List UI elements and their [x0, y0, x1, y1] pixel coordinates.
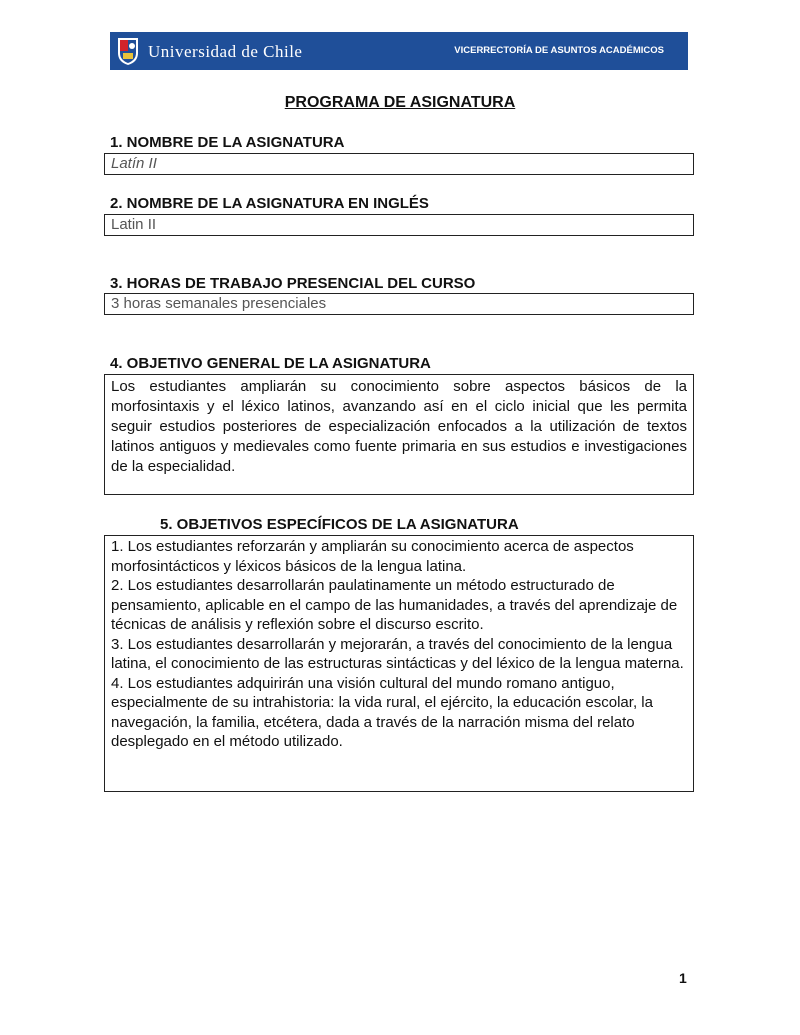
general-objective-text: Los estudiantes ampliarán su conocimiento sobre aspectos básicos de la morfosintaxis y el léxico latinos, avanzando así en el ciclo inicial que les permita seguir estudios posteriores de especialización enfocados a la utilización de textos latinos antiguos y medievales como fuente primaria en sus estudios e investigaciones de la especialidad.: [111, 378, 687, 475]
section-heading-3: 3. HORAS DE TRABAJO PRESENCIAL DEL CURSO: [110, 275, 476, 292]
university-crest-icon: [117, 36, 139, 66]
page-number: 1: [679, 970, 687, 986]
specific-objectives-box: [104, 535, 694, 792]
header-banner: [110, 32, 688, 70]
hours-box: [104, 293, 694, 315]
university-name: Universidad de Chile: [148, 42, 303, 61]
course-name-value: Latín II: [111, 155, 157, 172]
section-heading-1: 1. NOMBRE DE LA ASIGNATURA: [110, 134, 345, 151]
section-heading-5: 5. OBJETIVOS ESPECÍFICOS DE LA ASIGNATURA: [160, 516, 519, 533]
section-heading-4: 4. OBJETIVO GENERAL DE LA ASIGNATURA: [110, 355, 431, 372]
vicerrectoria-name: VICERRECTORÍA DE ASUNTOS ACADÉMICOS: [454, 45, 664, 56]
section-heading-2: 2. NOMBRE DE LA ASIGNATURA EN INGLÉS: [110, 195, 429, 212]
hours-value: 3 horas semanales presenciales: [111, 295, 327, 312]
specific-objective-item: 3. Los estudiantes desarrollarán y mejorarán, a través del conocimiento de la lengua latina, el conocimiento de las estructuras sintácticas y del léxico de la lengua materna.: [111, 635, 684, 672]
general-objective-box: [104, 374, 694, 495]
course-name-english-box: [104, 214, 694, 236]
course-name-box: [104, 153, 694, 175]
specific-objective-item: 4. Los estudiantes adquirirán una visión cultural del mundo romano antiguo, especialmente de su intrahistoria: la vida rural, el ejército, la educación escolar, la navegación, la familia, etcétera, dada a través de la narración misma del relato desplegado en el método utilizado.: [111, 674, 653, 750]
specific-objective-item: 2. Los estudiantes desarrollarán paulatinamente un método estructurado de pensamiento, aplicable en el campo de las humanidades, a través del aprendizaje de técnicas de análisis y reflexión sobre el discurso escrito.: [111, 577, 678, 633]
course-name-english-value: Latin II: [111, 216, 157, 233]
page-title: PROGRAMA DE ASIGNATURA: [284, 94, 516, 111]
specific-objective-item: 1. Los estudiantes reforzarán y ampliarán su conocimiento acerca de aspectos morfosintácticos y léxicos básicos de la lengua latina.: [111, 538, 634, 575]
